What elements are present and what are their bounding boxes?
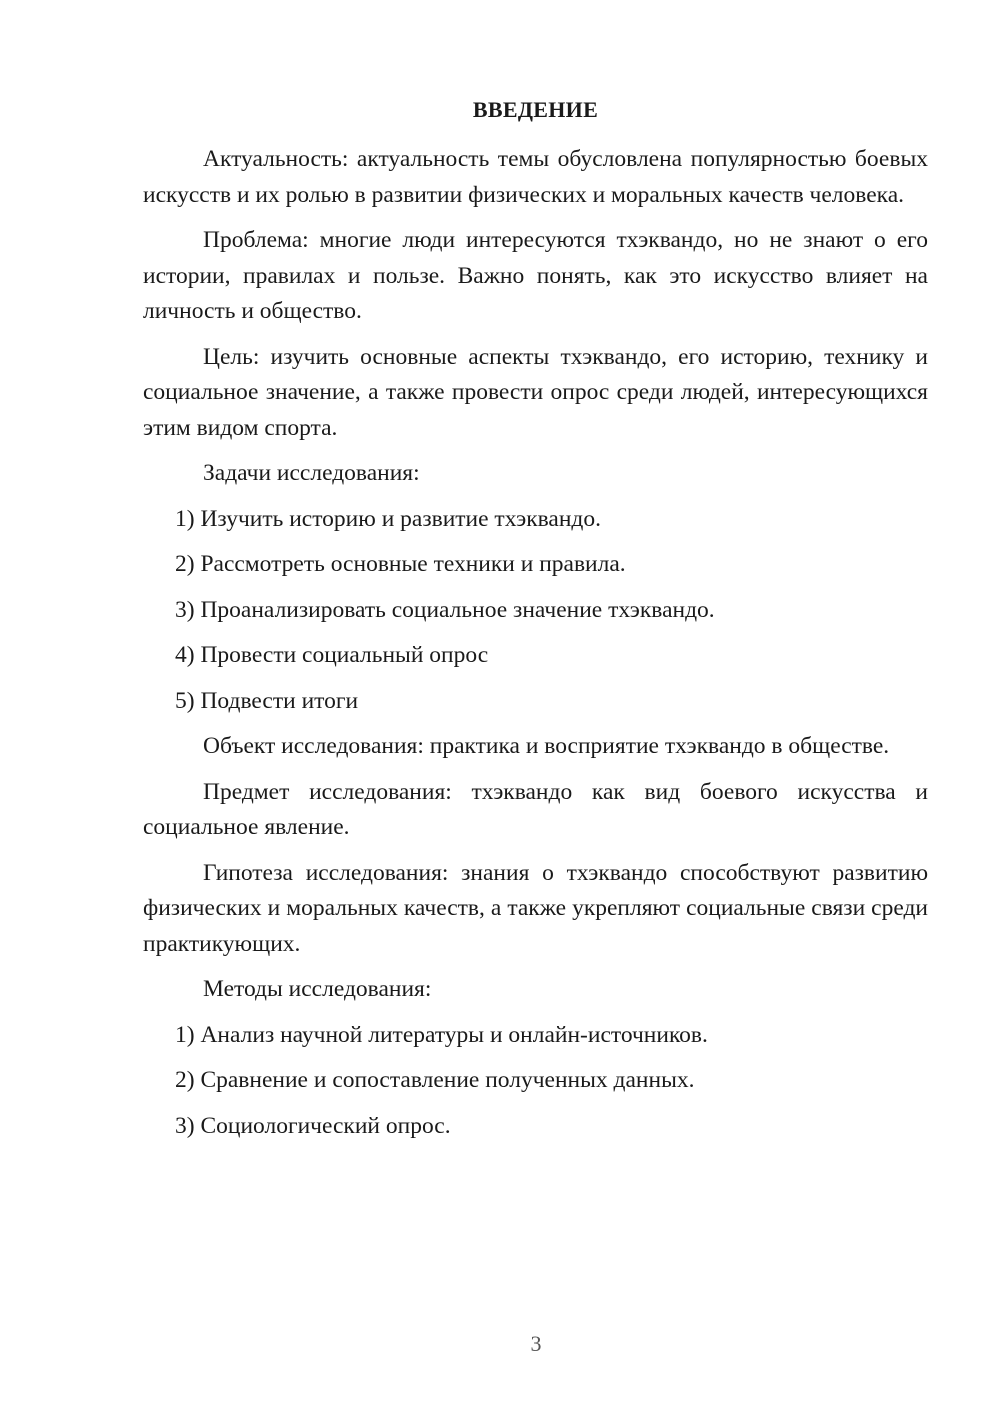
- methods-heading: Методы исследования:: [203, 976, 432, 1002]
- list-item: 4) Провести социальный опрос: [175, 642, 489, 668]
- list-item: 2) Сравнение и сопоставление полученных данных.: [175, 1067, 695, 1093]
- hypothesis-paragraph: Гипотеза исследования: знания о тхэквандо способствуют развитию физических и моральных качеств, а также укрепляют социальные связи среди практикующих.: [143, 859, 928, 957]
- methods-list: [143, 1018, 928, 1145]
- tasks-heading: Задачи исследования:: [203, 460, 420, 486]
- page-number: 3: [530, 1331, 542, 1356]
- subject-paragraph: Предмет исследования: тхэквандо как вид боевого искусства и социальное явление.: [143, 778, 928, 840]
- page-title: ВВЕДЕНИЕ: [472, 97, 599, 122]
- list-item: 2) Рассмотреть основные техники и правила.: [175, 551, 626, 577]
- relevance-paragraph: Актуальность: актуальность темы обусловлена популярностью боевых искусств и их ролью в развитии физических и моральных качеств человека.: [143, 146, 928, 208]
- problem-paragraph: Проблема: многие люди интересуются тхэквандо, но не знают о его истории, правилах и пользе. Важно понять, как это искусство влияет на личность и общество.: [143, 227, 928, 324]
- list-item: 1) Анализ научной литературы и онлайн-источников.: [175, 1021, 708, 1048]
- object-paragraph: Объект исследования: практика и восприятие тхэквандо в обществе.: [203, 733, 890, 759]
- list-item: 1) Изучить историю и развитие тхэквандо.: [175, 505, 602, 532]
- goal-paragraph: Цель: изучить основные аспекты тхэквандо, его историю, технику и социальное значение, а также провести опрос среди людей, интересующихся этим видом спорта.: [143, 343, 928, 441]
- document-page: [143, 92, 928, 1154]
- tasks-list: [143, 502, 928, 720]
- list-item: 5) Подвести итоги: [175, 687, 359, 714]
- list-item: 3) Проанализировать социальное значение тхэквандо.: [175, 596, 715, 623]
- list-item: 3) Социологический опрос.: [175, 1112, 451, 1139]
